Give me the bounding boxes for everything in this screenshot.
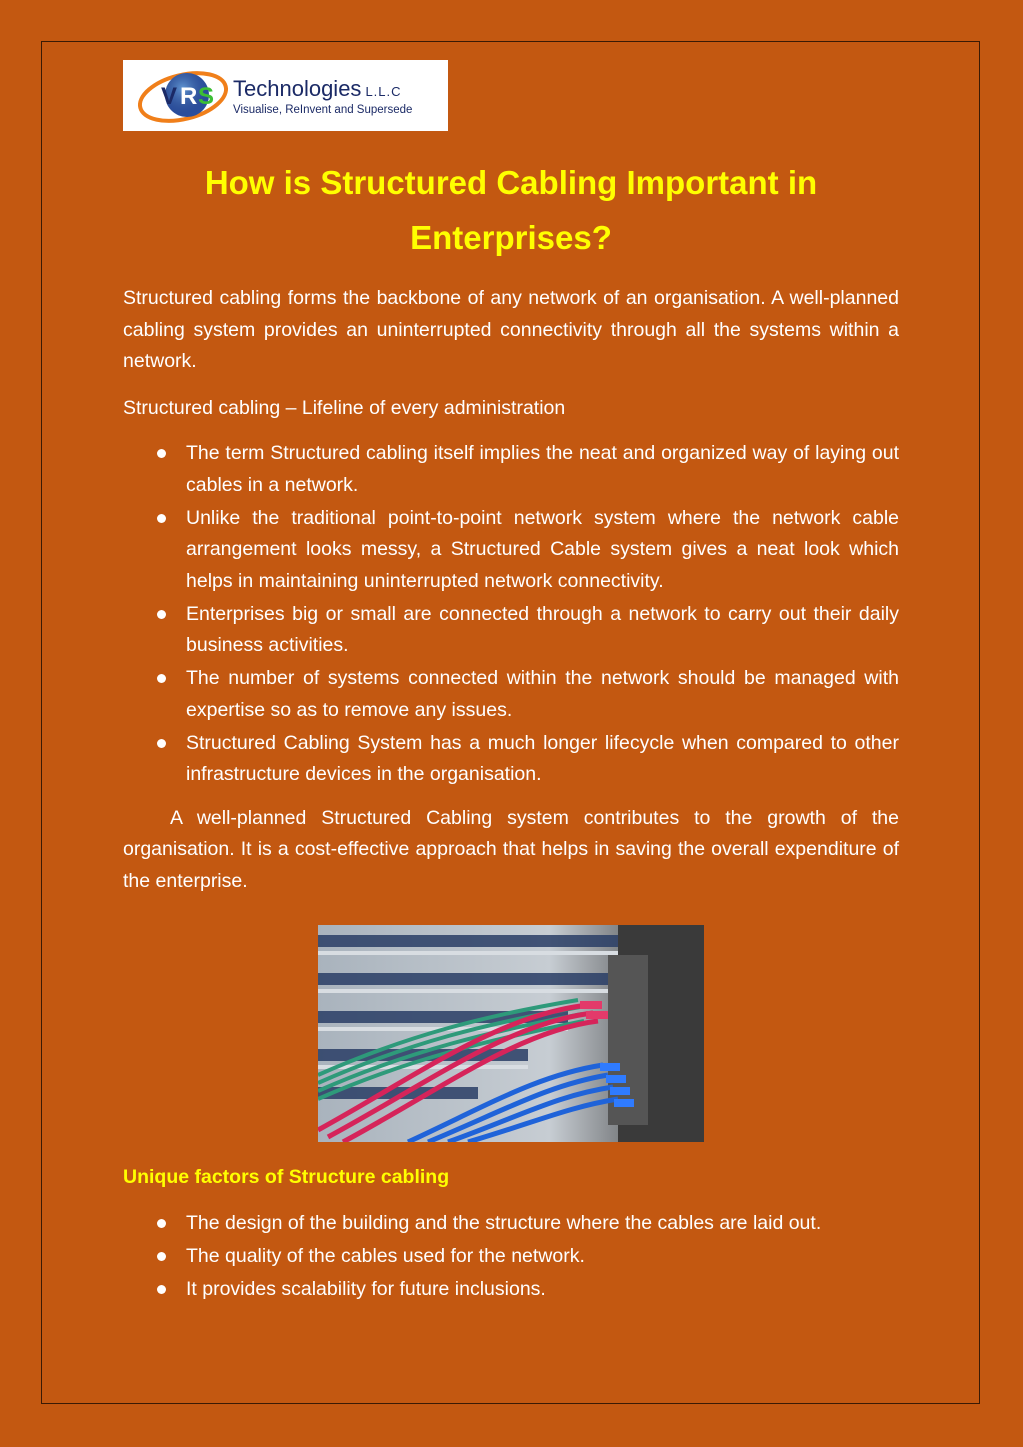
closing-paragraph: A well-planned Structured Cabling system contributes to the growth of the organisation. It is a cost-effective approach that helps in saving the overall expenditure of the enterprise. bbox=[123, 806, 899, 892]
list-item bbox=[123, 728, 899, 791]
logo-company: Technologies bbox=[233, 76, 362, 101]
list-item-text: Enterprises big or small are connected through a network to carry out their daily business activities. bbox=[186, 602, 899, 656]
list-item-text: The design of the building and the structure where the cables are laid out. bbox=[186, 1211, 822, 1234]
importance-list bbox=[123, 438, 899, 791]
list-item bbox=[123, 599, 899, 662]
article-title: How is Structured Cabling Important in Enterprises? bbox=[204, 164, 818, 256]
list-item-text: Structured Cabling System has a much longer lifecycle when compared to other infrastructure devices in the organisation. bbox=[186, 731, 899, 785]
article-body bbox=[123, 155, 899, 1307]
list-item bbox=[123, 503, 899, 598]
list-item-text: It provides scalability for future inclusions. bbox=[186, 1277, 546, 1300]
list-item bbox=[123, 1274, 899, 1306]
bullet-icon bbox=[157, 1285, 166, 1294]
list-item-text: The quality of the cables used for the network. bbox=[186, 1244, 585, 1267]
list-item bbox=[123, 1241, 899, 1273]
logo-letter-r: R bbox=[180, 83, 198, 110]
list-item bbox=[123, 1208, 899, 1240]
network-cables-photo bbox=[318, 925, 704, 1142]
bullet-icon bbox=[157, 449, 166, 458]
bullet-icon bbox=[157, 610, 166, 619]
section-subheading: Structured cabling – Lifeline of every administration bbox=[123, 396, 566, 419]
bullet-icon bbox=[157, 674, 166, 683]
logo-tagline: Visualise, ReInvent and Supersede bbox=[233, 104, 413, 116]
list-item-text: The term Structured cabling itself implies the neat and organized way of laying out cables in a network. bbox=[186, 442, 899, 496]
list-item bbox=[123, 438, 899, 501]
bullet-icon bbox=[157, 1219, 166, 1228]
list-item bbox=[123, 663, 899, 726]
vrs-logo-mark bbox=[135, 66, 235, 128]
logo-company-suffix: L.L.C bbox=[365, 84, 402, 99]
bullet-icon bbox=[157, 1252, 166, 1261]
bullet-icon bbox=[157, 514, 166, 523]
list-item-text: Unlike the traditional point-to-point network system where the network cable arrangement looks messy, a Structured Cable system gives a neat look which helps in maintaining uninterrupted network connectivity. bbox=[186, 506, 899, 592]
logo-letter-v: V bbox=[161, 83, 178, 110]
bullet-icon bbox=[157, 739, 166, 748]
factors-heading: Unique factors of Structure cabling bbox=[123, 1166, 450, 1188]
logo-company-name bbox=[233, 78, 402, 100]
logo-letter-s: S bbox=[198, 83, 215, 110]
company-logo bbox=[123, 60, 448, 131]
factors-list bbox=[123, 1208, 899, 1306]
intro-paragraph: Structured cabling forms the backbone of any network of an organisation. A well-planned cabling system provides an uninterrupted connectivity through all the systems within a network. bbox=[123, 287, 899, 372]
list-item-text: The number of systems connected within the network should be managed with expertise so as to remove any issues. bbox=[186, 667, 899, 721]
